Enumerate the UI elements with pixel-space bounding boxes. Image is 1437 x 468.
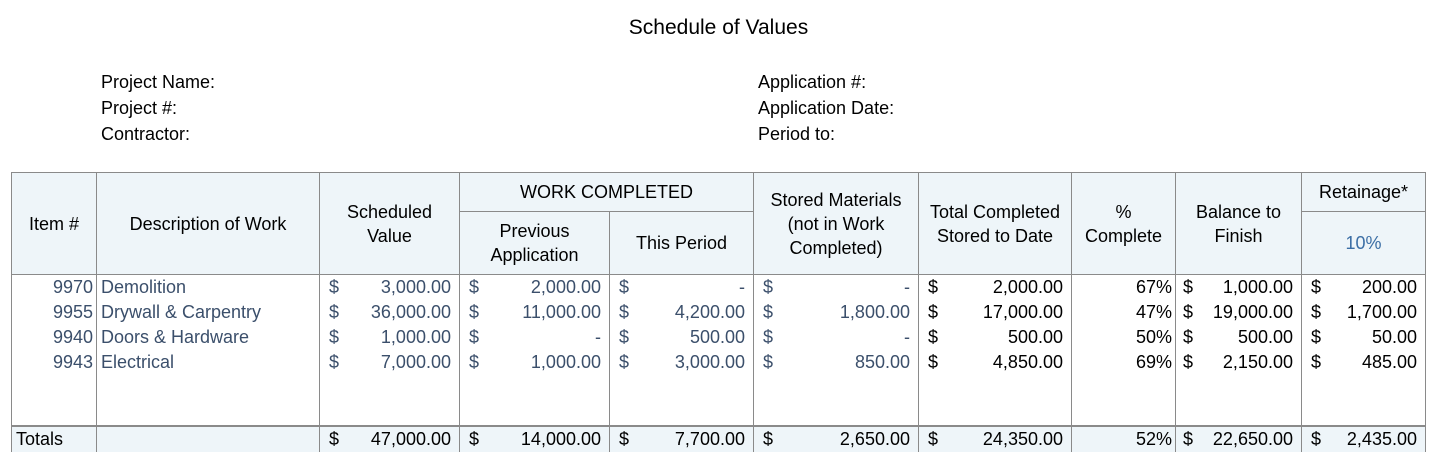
currency-symbol: $ [1311, 327, 1322, 347]
empty-cell[interactable] [12, 400, 97, 426]
application-number-label: Application #: [758, 72, 867, 92]
header-line: Stored to Date [936, 225, 1054, 246]
currency-symbol: $ [928, 352, 939, 372]
amount: 50.00 [1371, 327, 1417, 347]
amount: 14,000.00 [520, 429, 601, 449]
amount: 11,000.00 [522, 302, 601, 322]
amount: 4,850.00 [992, 352, 1063, 372]
currency-symbol: $ [469, 352, 480, 372]
table-row [12, 350, 1426, 375]
amount: 1,000.00 [380, 327, 451, 347]
retainage-cell [1302, 300, 1426, 325]
header-work-completed: WORK COMPLETED [460, 173, 754, 212]
this-period-cell[interactable] [610, 300, 754, 325]
currency-symbol: $ [469, 327, 480, 347]
percent-complete-cell: 67% [1072, 275, 1176, 301]
previous-application-cell[interactable] [460, 300, 610, 325]
empty-cell[interactable] [754, 375, 919, 400]
amount: 3,000.00 [674, 352, 745, 372]
currency-symbol: $ [1183, 352, 1194, 372]
percent-complete-cell: 69% [1072, 350, 1176, 375]
table-row [12, 325, 1426, 350]
item-number-cell[interactable]: 9955 [12, 300, 97, 325]
empty-cell[interactable] [1176, 400, 1302, 426]
amount: - [904, 327, 910, 347]
empty-row [12, 375, 1426, 400]
currency-symbol: $ [763, 302, 774, 322]
percent-complete-cell: 47% [1072, 300, 1176, 325]
retainage-cell [1302, 350, 1426, 375]
project-info-right [758, 69, 894, 147]
amount: 3,000.00 [380, 277, 451, 297]
totals-this-period [610, 426, 754, 452]
table-row [12, 300, 1426, 325]
amount: 36,000.00 [370, 302, 451, 322]
currency-symbol: $ [619, 352, 630, 372]
amount: 2,650.00 [839, 429, 910, 449]
empty-cell[interactable] [12, 375, 97, 400]
empty-cell[interactable] [754, 400, 919, 426]
empty-cell[interactable] [1302, 375, 1426, 400]
empty-cell[interactable] [1302, 400, 1426, 426]
empty-cell[interactable] [460, 400, 610, 426]
project-number-label: Project #: [101, 98, 178, 118]
empty-cell[interactable] [610, 375, 754, 400]
empty-cell[interactable] [97, 375, 320, 400]
currency-symbol: $ [763, 277, 774, 297]
empty-row [12, 400, 1426, 426]
totals-label: Totals [12, 426, 97, 452]
stored-materials-cell[interactable] [754, 350, 919, 375]
header-scheduled-value [320, 173, 460, 275]
table-row [12, 275, 1426, 301]
header-previous-application [460, 212, 610, 275]
header-percent-complete [1072, 173, 1176, 275]
amount: 24,350.00 [982, 429, 1063, 449]
previous-application-cell[interactable] [460, 350, 610, 375]
header-line: Scheduled [346, 201, 433, 222]
totals-total-completed [919, 426, 1072, 452]
amount: 485.00 [1361, 352, 1417, 372]
empty-cell[interactable] [320, 400, 460, 426]
currency-symbol: $ [1183, 302, 1194, 322]
percent-complete-cell: 50% [1072, 325, 1176, 350]
empty-cell[interactable] [320, 375, 460, 400]
currency-symbol: $ [1311, 302, 1322, 322]
header-line: Application [490, 245, 579, 265]
previous-application-cell[interactable] [460, 325, 610, 350]
scheduled-value-cell[interactable] [320, 275, 460, 301]
this-period-cell[interactable] [610, 325, 754, 350]
currency-symbol: $ [329, 429, 340, 449]
currency-symbol: $ [928, 327, 939, 347]
header-item-number: Item # [12, 173, 97, 275]
currency-symbol: $ [329, 302, 340, 322]
amount: 500.00 [689, 327, 745, 347]
amount: 7,700.00 [674, 429, 745, 449]
amount: 17,000.00 [982, 302, 1063, 322]
empty-cell[interactable] [1176, 375, 1302, 400]
header-line: Stored Materials [770, 189, 902, 210]
amount: - [904, 277, 910, 297]
currency-symbol: $ [619, 429, 630, 449]
amount: 2,435.00 [1346, 429, 1417, 449]
amount: 1,000.00 [1222, 277, 1293, 297]
currency-symbol: $ [329, 277, 340, 297]
empty-cell[interactable] [97, 400, 320, 426]
scheduled-value-cell[interactable] [320, 325, 460, 350]
project-info-left [101, 69, 215, 147]
stored-materials-cell[interactable] [754, 325, 919, 350]
header-line: % [1115, 201, 1132, 222]
currency-symbol: $ [1311, 352, 1322, 372]
total-completed-cell [919, 350, 1072, 375]
retainage-cell [1302, 325, 1426, 350]
currency-symbol: $ [619, 277, 630, 297]
balance-to-finish-cell [1176, 275, 1302, 301]
retainage-cell [1302, 275, 1426, 301]
application-date-label: Application Date: [758, 98, 895, 118]
header-line: (not in Work [787, 213, 885, 234]
total-completed-cell [919, 300, 1072, 325]
totals-row [12, 426, 1426, 452]
currency-symbol: $ [329, 352, 340, 372]
amount: 7,000.00 [380, 352, 451, 372]
header-line: Completed) [789, 237, 883, 258]
amount: 47,000.00 [370, 429, 451, 449]
description-cell[interactable]: Drywall & Carpentry [97, 300, 320, 325]
amount: - [595, 327, 601, 347]
header-retainage: Retainage* [1302, 173, 1426, 212]
header-stored-materials [754, 173, 919, 275]
amount: 4,200.00 [674, 302, 745, 322]
header-total-completed [919, 173, 1072, 275]
amount: 1,700.00 [1346, 302, 1417, 322]
header-this-period: This Period [610, 212, 754, 275]
balance-to-finish-cell [1176, 350, 1302, 375]
totals-previous [460, 426, 610, 452]
currency-symbol: $ [928, 277, 939, 297]
header-line: Total Completed [929, 201, 1061, 222]
amount: 500.00 [1007, 327, 1063, 347]
item-number-cell[interactable]: 9970 [12, 275, 97, 301]
amount: - [739, 277, 745, 297]
currency-symbol: $ [1183, 429, 1194, 449]
currency-symbol: $ [763, 429, 774, 449]
amount: 2,000.00 [530, 277, 601, 297]
amount: 850.00 [854, 352, 910, 372]
amount: 22,650.00 [1212, 429, 1293, 449]
currency-symbol: $ [329, 327, 340, 347]
page-title: Schedule of Values [628, 16, 809, 39]
stored-materials-cell[interactable] [754, 300, 919, 325]
header-description: Description of Work [97, 173, 320, 275]
item-number-cell[interactable]: 9940 [12, 325, 97, 350]
totals-balance [1176, 426, 1302, 452]
scheduled-value-cell[interactable] [320, 350, 460, 375]
header-line: Finish [1214, 225, 1263, 246]
currency-symbol: $ [469, 277, 480, 297]
totals-stored [754, 426, 919, 452]
currency-symbol: $ [1183, 327, 1194, 347]
empty-cell[interactable] [1072, 375, 1176, 400]
currency-symbol: $ [763, 327, 774, 347]
contractor-label: Contractor: [101, 124, 191, 144]
currency-symbol: $ [1183, 277, 1194, 297]
amount: 1,800.00 [839, 302, 910, 322]
empty-cell[interactable] [919, 400, 1072, 426]
schedule-of-values-table [11, 172, 1426, 452]
item-number-cell[interactable]: 9943 [12, 350, 97, 375]
total-completed-cell [919, 325, 1072, 350]
header-balance-to-finish [1176, 173, 1302, 275]
empty-cell[interactable] [1072, 400, 1176, 426]
balance-to-finish-cell [1176, 300, 1302, 325]
totals-description-cell [97, 426, 320, 452]
amount: 19,000.00 [1212, 302, 1293, 322]
empty-cell[interactable] [460, 375, 610, 400]
amount: 1,000.00 [530, 352, 601, 372]
header-line: Balance to [1195, 201, 1282, 222]
description-cell[interactable]: Electrical [97, 350, 320, 375]
header-line: Complete [1084, 225, 1163, 246]
amount: 500.00 [1237, 327, 1293, 347]
previous-application-cell[interactable] [460, 275, 610, 301]
totals-scheduled [320, 426, 460, 452]
currency-symbol: $ [763, 352, 774, 372]
totals-retainage [1302, 426, 1426, 452]
header-line: Previous [499, 221, 570, 241]
description-cell[interactable]: Doors & Hardware [97, 325, 320, 350]
amount: 2,150.00 [1222, 352, 1293, 372]
project-name-label: Project Name: [101, 72, 216, 92]
currency-symbol: $ [928, 302, 939, 322]
amount: 2,000.00 [992, 277, 1063, 297]
currency-symbol: $ [1311, 277, 1322, 297]
amount: 200.00 [1361, 277, 1417, 297]
balance-to-finish-cell [1176, 325, 1302, 350]
header-line: Value [367, 225, 412, 246]
empty-cell[interactable] [919, 375, 1072, 400]
scheduled-value-cell[interactable] [320, 300, 460, 325]
currency-symbol: $ [469, 302, 480, 322]
currency-symbol: $ [619, 302, 630, 322]
description-cell[interactable]: Demolition [97, 275, 320, 301]
totals-percent: 52% [1072, 426, 1176, 452]
period-to-label: Period to: [758, 124, 836, 144]
empty-cell[interactable] [610, 400, 754, 426]
this-period-cell[interactable] [610, 275, 754, 301]
currency-symbol: $ [619, 327, 630, 347]
stored-materials-cell[interactable] [754, 275, 919, 301]
currency-symbol: $ [928, 429, 939, 449]
currency-symbol: $ [469, 429, 480, 449]
currency-symbol: $ [1311, 429, 1322, 449]
total-completed-cell [919, 275, 1072, 301]
this-period-cell[interactable] [610, 350, 754, 375]
retainage-rate-cell[interactable]: 10% [1302, 212, 1426, 275]
